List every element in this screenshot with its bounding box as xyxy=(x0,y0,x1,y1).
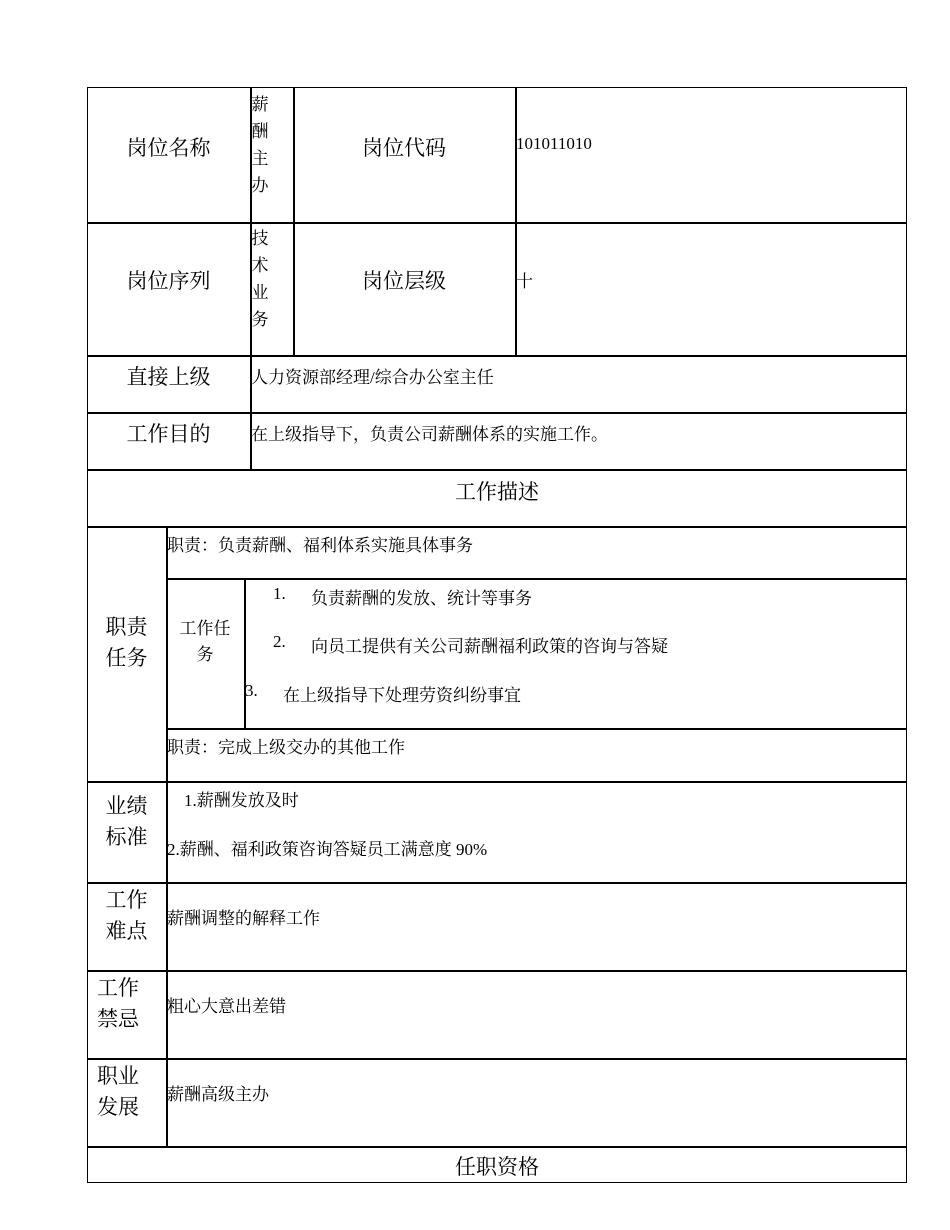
position-name-label: 岗位名称 xyxy=(126,136,211,160)
row-divider xyxy=(166,728,907,730)
task-item: 向员工提供有关公司薪酬福利政策的咨询与答疑 xyxy=(311,637,668,656)
row-divider xyxy=(87,469,907,471)
career-value: 薪酬高级主办 xyxy=(167,1085,269,1104)
superior-value: 人力资源部经理/综合办公室主任 xyxy=(251,368,494,387)
difficulty-value: 薪酬调整的解释工作 xyxy=(167,909,320,928)
section-title-description: 工作描述 xyxy=(455,480,539,504)
purpose-label: 工作目的 xyxy=(126,422,211,446)
purpose-value: 在上级指导下，负责公司薪酬体系的实施工作。 xyxy=(251,425,608,444)
duty-item: 职责：完成上级交办的其他工作 xyxy=(167,738,405,757)
column-divider xyxy=(293,87,295,355)
position-code-value: 101011010 xyxy=(516,134,592,153)
career-label: 职业 发展 xyxy=(97,1064,139,1119)
task-item: 在上级指导下处理劳资纠纷事宜 xyxy=(283,686,521,705)
row-divider xyxy=(87,412,907,414)
task-number: 3. xyxy=(245,681,258,700)
row-divider xyxy=(166,578,907,580)
row-divider xyxy=(87,355,907,357)
duty-item: 职责：负责薪酬、福利体系实施具体事务 xyxy=(167,536,473,555)
section-title-qualification: 任职资格 xyxy=(455,1155,539,1179)
duties-label: 职责 任务 xyxy=(105,615,148,670)
position-level-value: 十 xyxy=(516,272,533,291)
taboo-value: 粗心大意出差错 xyxy=(167,997,286,1016)
difficulty-label: 工作 难点 xyxy=(105,888,148,943)
performance-item: 1.薪酬发放及时 xyxy=(184,791,299,810)
row-divider xyxy=(87,781,907,783)
position-code-label: 岗位代码 xyxy=(362,136,446,160)
row-divider xyxy=(87,526,907,528)
column-divider xyxy=(515,87,517,355)
row-divider xyxy=(87,1058,907,1060)
task-number: 2. xyxy=(273,632,286,651)
tasks-label: 工作任 务 xyxy=(179,619,231,664)
row-divider xyxy=(87,970,907,972)
position-series-label: 岗位序列 xyxy=(126,269,211,293)
taboo-label: 工作 禁忌 xyxy=(97,976,139,1031)
task-item: 负责薪酬的发放、统计等事务 xyxy=(311,589,532,608)
row-divider xyxy=(87,882,907,884)
column-divider xyxy=(244,578,246,728)
task-number: 1. xyxy=(273,584,286,603)
performance-label: 业绩 标准 xyxy=(105,794,148,849)
row-divider xyxy=(87,1146,907,1148)
position-level-label: 岗位层级 xyxy=(362,269,446,293)
performance-item: 2.薪酬、福利政策咨询答疑员工满意度 90% xyxy=(167,840,488,859)
superior-label: 直接上级 xyxy=(126,365,211,389)
row-divider xyxy=(87,222,907,224)
